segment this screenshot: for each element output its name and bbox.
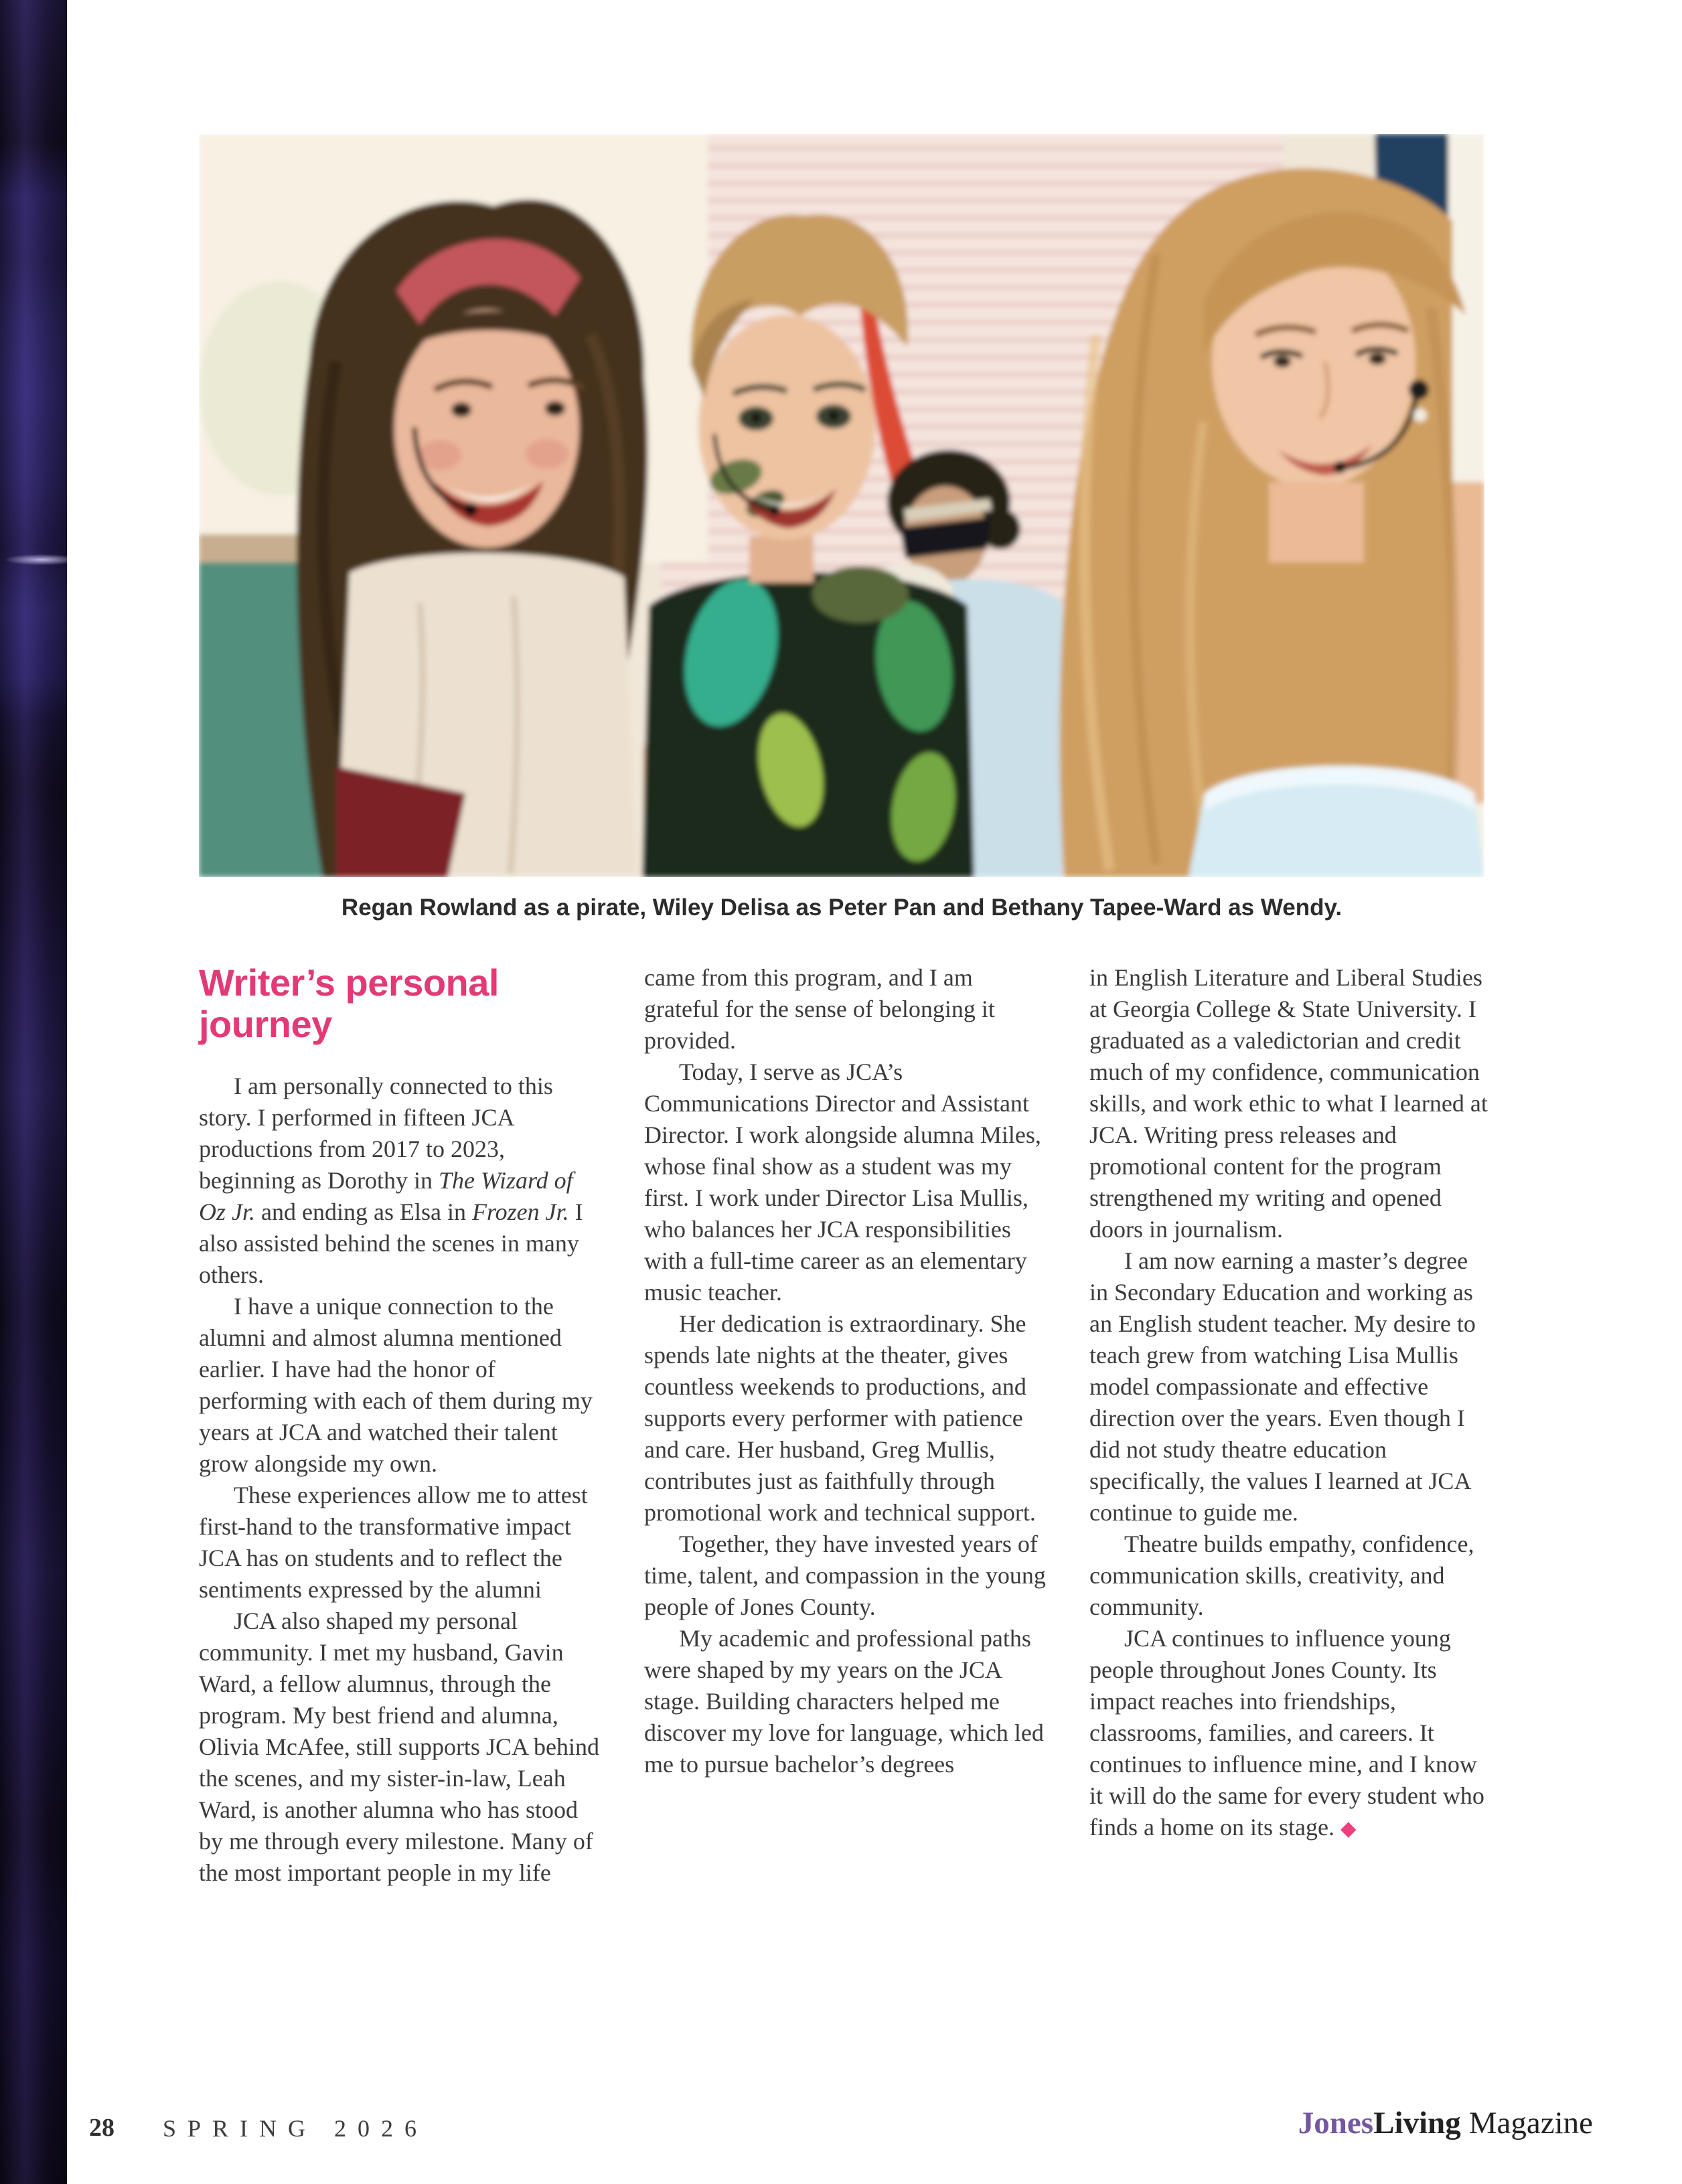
photo-caption: Regan Rowland as a pirate, Wiley Delisa as Peter Pan and Bethany Tapee-Ward as Wendy. <box>341 894 1343 921</box>
body-paragraph <box>1089 1623 1491 1845</box>
paragraph-text: I also assisted behind the scenes in many others. <box>199 1198 583 1288</box>
section-heading: Writer’s personal journey <box>199 961 499 1045</box>
body-paragraph: Her dedication is extraordinary. She spends late nights at the theater, gives countless weekends to productions, and supports every performer with patience and care. Her husband, Greg Mullis, contributes just as faithfully through promotional work and technical support. <box>644 1310 1036 1526</box>
photo-left-performer <box>297 200 647 877</box>
column-1 <box>199 962 601 1889</box>
article-photo <box>199 134 1484 877</box>
body-paragraph: Together, they have invested years of time, talent, and compassion in the young people of Jones County. <box>644 1531 1046 1620</box>
brand-living: Living <box>1373 2106 1461 2140</box>
paragraph-text: JCA continues to influence young people throughout Jones County. Its impact reaches into friendships, classrooms, families, and careers. It continues to influence mine, and I know it will do the same for every student who finds a home on its stage. <box>1089 1625 1484 1841</box>
body-paragraph: I am now earning a master’s degree in Secondary Education and working as an English student teacher. My desire to teach grew from watching Lisa Mullis model compassionate and effective direction over the years. Even though I did not study theatre education specifically, the values I learned at JCA continue to guide me. <box>1089 1247 1476 1526</box>
page-number: 28 <box>89 2114 114 2142</box>
body-paragraph: JCA also shaped my personal community. I met my husband, Gavin Ward, a fellow alumnus, through the program. My best friend and alumna, Olivia McAfee, still supports JCA behind the scenes, and my sister-in-law, Leah Ward, is another alumna who has stood by me through every milestone. Many of the most important people in my life <box>199 1608 599 1886</box>
brand-jones: Jones <box>1298 2106 1374 2140</box>
page-footer <box>0 2102 1682 2163</box>
body-paragraph: These experiences allow me to attest first-hand to the transformative impact JCA has on students and to reflect the sentiments expressed by the alumni <box>199 1482 588 1603</box>
body-paragraph: Theatre builds empathy, confidence, communication skills, creativity, and community. <box>1089 1531 1474 1620</box>
body-paragraph <box>199 1071 601 1291</box>
show-title-wizard-of-oz: The Wizard of Oz Jr. <box>199 1167 573 1225</box>
photo-illustration <box>199 134 1484 877</box>
issue-season: SPRING 2026 <box>163 2115 429 2142</box>
body-paragraph: came from this program, and I am grateful for the sense of belonging it provided. <box>644 964 995 1054</box>
magazine-brand <box>1298 2105 1593 2141</box>
pearl-earring <box>1413 408 1427 422</box>
end-mark: ◆ <box>1340 1817 1357 1840</box>
brand-magazine: Magazine <box>1468 2106 1593 2140</box>
show-title-frozen: Frozen Jr. <box>471 1198 569 1225</box>
leaf-collar <box>812 566 909 623</box>
stage-curtain-strip <box>0 0 67 2184</box>
paragraph-text: and ending as Elsa in <box>255 1198 472 1225</box>
body-paragraph: in English Literature and Liberal Studies at Georgia College & State University. I graduated as a valedictorian and credit much of my confidence, communication skills, and work ethic to what I learned at JCA. Writing press releases and promotional content for the program strengthened my writing and opened doors in journalism. <box>1089 964 1488 1243</box>
paragraph-text: I am personally connected to this story. I performed in fifteen JCA productions from 2017 to 2023, beginning as Dorothy in <box>199 1073 553 1194</box>
body-paragraph: My academic and professional paths were shaped by my years on the JCA stage. Building characters helped me discover my love for language, which led me to pursue bachelor’s degrees <box>644 1625 1044 1778</box>
body-paragraph: Today, I serve as JCA’s Communications Director and Assistant Director. I work alongside alumna Miles, whose final show as a student was my first. I work under Director Lisa Mullis, who balances her JCA responsibilities with a full-time career as an elementary music teacher. <box>644 1059 1041 1306</box>
column-3 <box>1089 962 1491 1845</box>
body-paragraph: I have a unique connection to the alumni and almost alumna mentioned earlier. I have had the honor of performing with each of them during my years at JCA and watched their talent grow alongside my own. <box>199 1293 593 1477</box>
column-2 <box>644 962 1046 1780</box>
